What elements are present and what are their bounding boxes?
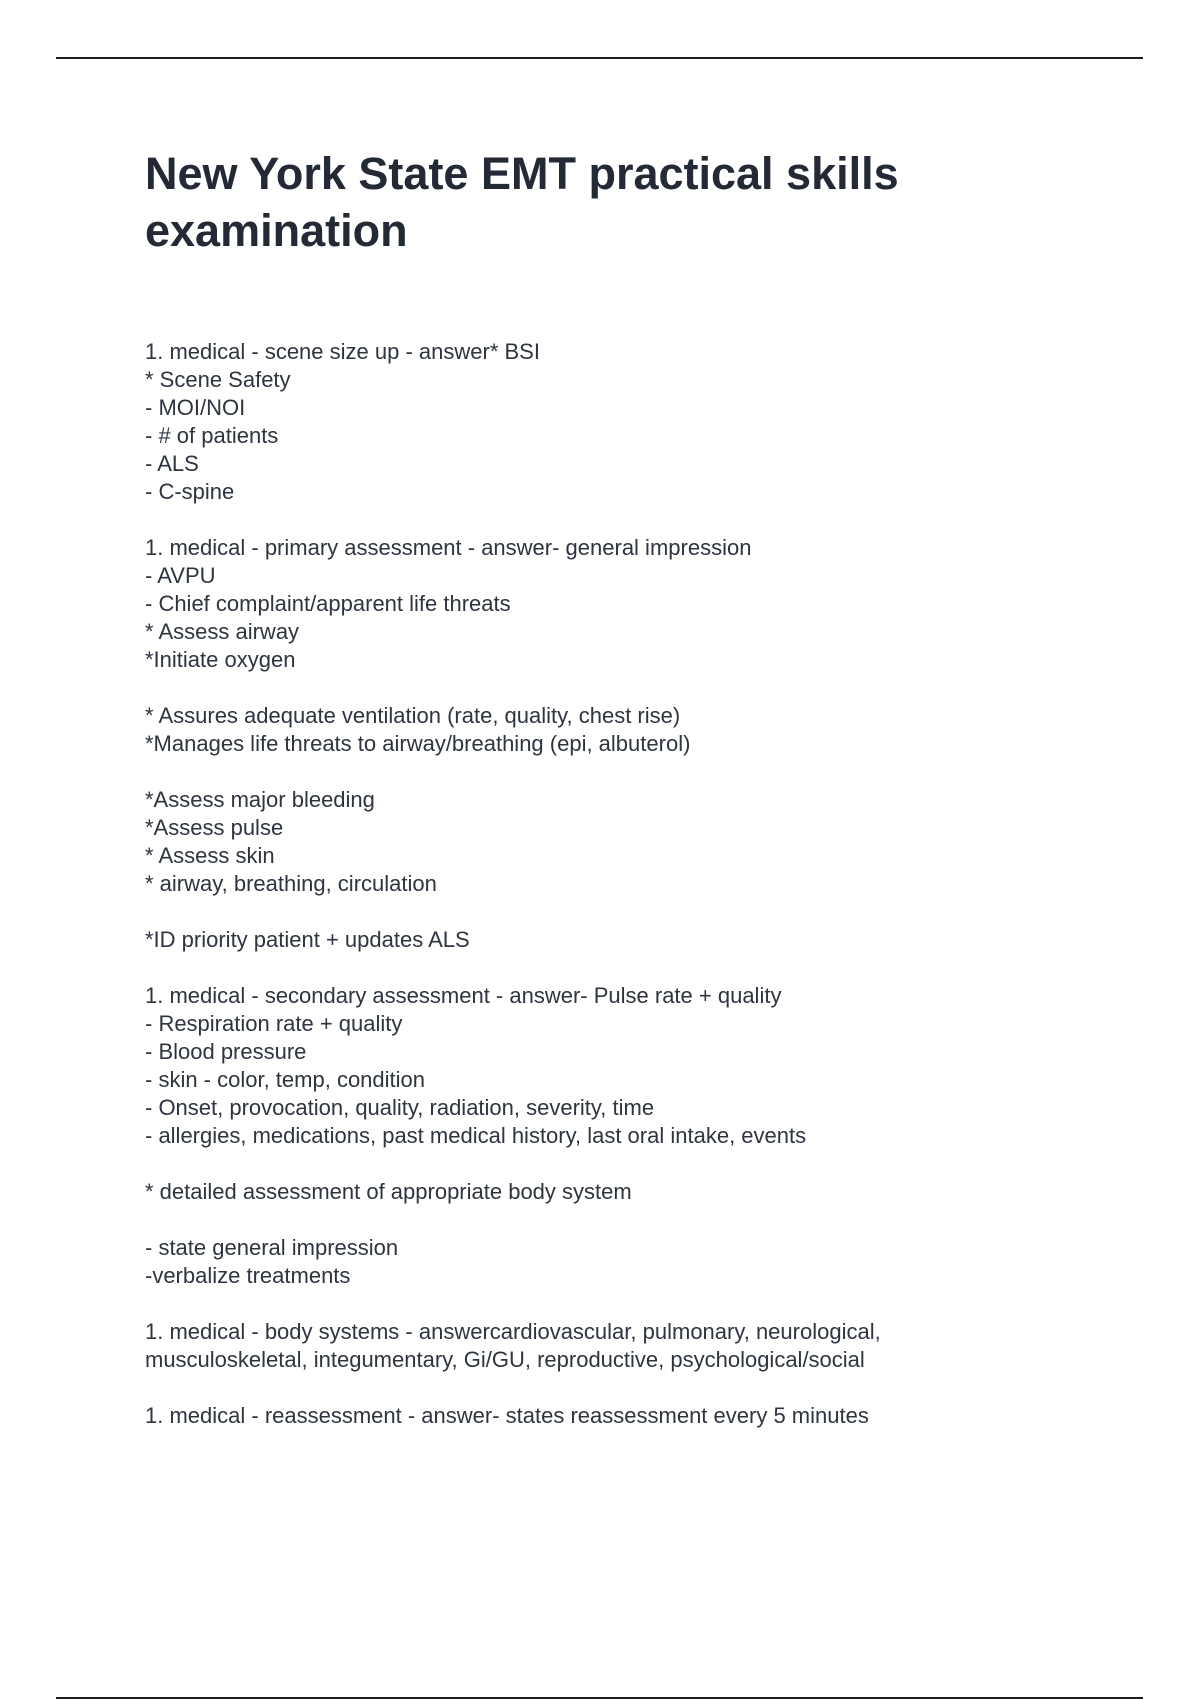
text-line: - # of patients: [145, 423, 279, 448]
top-divider: [56, 57, 1143, 59]
text-line: - ALS: [145, 451, 199, 476]
text-line: - allergies, medications, past medical history, last oral intake, events: [145, 1123, 807, 1148]
text-line: - Blood pressure: [145, 1039, 307, 1064]
text-line: - Chief complaint/apparent life threats: [145, 591, 511, 616]
document-body: [145, 338, 1145, 1458]
text-line: *ID priority patient + updates ALS: [145, 927, 470, 952]
text-line: * Assures adequate ventilation (rate, quality, chest rise): [145, 703, 681, 728]
paragraph-impression: [145, 1234, 1145, 1290]
text-line: *Assess pulse: [145, 815, 284, 840]
text-line: - C-spine: [145, 479, 235, 504]
text-line: * detailed assessment of appropriate body system: [145, 1179, 632, 1204]
text-line: *Initiate oxygen: [145, 647, 296, 672]
text-line: * Assess airway: [145, 619, 300, 644]
text-line: - Onset, provocation, quality, radiation, severity, time: [145, 1095, 655, 1120]
document-title: New York State EMT practical skills examination: [145, 148, 899, 256]
paragraph-scene-size-up: [145, 338, 1145, 506]
text-line: 1. medical - secondary assessment - answer- Pulse rate + quality: [145, 983, 782, 1008]
text-line: 1. medical - primary assessment - answer- general impression: [145, 535, 752, 560]
text-line: - state general impression: [145, 1235, 399, 1260]
text-line: musculoskeletal, integumentary, Gi/GU, reproductive, psychological/social: [145, 1347, 865, 1372]
text-line: - Respiration rate + quality: [145, 1011, 403, 1036]
text-line: 1. medical - body systems - answercardiovascular, pulmonary, neurological,: [145, 1319, 881, 1344]
text-line: * airway, breathing, circulation: [145, 871, 437, 896]
paragraph-reassessment: [145, 1402, 1145, 1430]
text-line: - MOI/NOI: [145, 395, 246, 420]
text-line: - AVPU: [145, 563, 216, 588]
text-line: * Scene Safety: [145, 367, 291, 392]
text-line: 1. medical - scene size up - answer* BSI: [145, 339, 540, 364]
paragraph-secondary-assessment: [145, 982, 1145, 1150]
text-line: * Assess skin: [145, 843, 275, 868]
paragraph-ventilation: [145, 702, 1145, 758]
text-line: 1. medical - reassessment - answer- states reassessment every 5 minutes: [145, 1403, 869, 1428]
paragraph-priority: [145, 926, 1145, 954]
paragraph-circulation: [145, 786, 1145, 898]
text-line: -verbalize treatments: [145, 1263, 351, 1288]
paragraph-body-systems: [145, 1318, 1145, 1374]
text-line: *Assess major bleeding: [145, 787, 375, 812]
text-line: *Manages life threats to airway/breathing (epi, albuterol): [145, 731, 691, 756]
paragraph-detailed-assessment: [145, 1178, 1145, 1206]
bottom-divider: [56, 1697, 1143, 1699]
paragraph-primary-assessment: [145, 534, 1145, 674]
text-line: - skin - color, temp, condition: [145, 1067, 426, 1092]
